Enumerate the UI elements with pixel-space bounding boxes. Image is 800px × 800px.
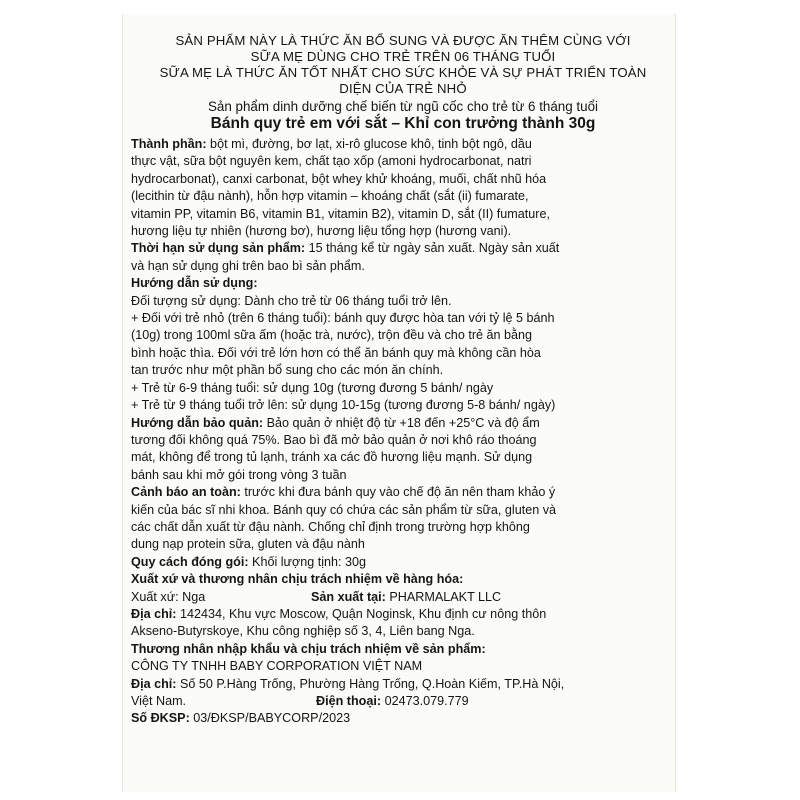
shelf-life-line: và hạn sử dụng ghi trên bao bì sản phẩm. [131,258,365,273]
registration-label: Số ĐKSP: [131,711,190,726]
origin-address-line: Akseno-Butyrskoye, Khu công nghiệp số 3, 4, Liên bang Nga. [131,624,475,639]
usage-line: Đối tượng sử dụng: Dành cho trẻ từ 06 tháng tuổi trở lên. [131,293,452,308]
shelf-life-line: Thời hạn sử dụng sản phẩm: 15 tháng kể từ ngày sản xuất. Ngày sản xuất [131,241,560,256]
usage-line: + Trẻ từ 9 tháng tuổi trở lên: sử dụng 10-15g (tương đương 5-8 bánh/ ngày) [131,398,556,413]
importer-company: CÔNG TY TNHH BABY CORPORATION VIỆT NAM [131,659,423,674]
notice-line: SẢN PHẨM NÀY LÀ THỨC ĂN BỔ SUNG VÀ ĐƯỢC ĂN THÊM CÙNG VỚI [175,33,631,48]
importer-address-line: Việt Nam. Điện thoại: 02473.079.779 [131,693,671,710]
notice-line: SỮA MẸ DÙNG CHO TRẺ TRÊN 06 THÁNG TUỔI [250,49,556,64]
usage-line: bình hoặc thìa. Đối với trẻ lớn hơn có thể ăn bánh quy mà không cần hòa [131,345,541,360]
usage-line: tan trước như một phần bổ sung cho các món ăn chính. [131,363,444,378]
storage-label: Hướng dẫn bảo quản: [131,415,264,430]
ingredients-line: hydrocarbonat), canxi carbonat, bột whey khử khoáng, muối, chất nhũ hóa [131,171,547,186]
usage-line: (10g) trong 100ml sữa ấm (hoặc trà, nước), trộn đều và cho trẻ ăn bằng [131,328,533,343]
warning-label: Cảnh báo an toàn: [131,485,241,500]
importer-address-label: Địa chỉ: [131,676,177,691]
label-body [129,136,671,728]
producer: Sản xuất tại: PHARMALAKT LLC [311,589,502,604]
shelf-life-label: Thời hạn sử dụng sản phẩm: [131,241,306,256]
warning-line: dung nạp protein sữa, gluten và đậu nành [131,537,365,552]
origin-heading: Xuất xứ và thương nhân chịu trách nhiệm về hàng hóa: [131,572,464,587]
warning-line: kiến của bác sĩ nhi khoa. Bánh quy có chứa các sản phẩm từ sữa, gluten và [131,502,557,517]
storage-line: Hướng dẫn bảo quản: Bảo quản ở nhiệt độ từ +18 đến +25°C và độ ẩm [131,415,540,430]
ingredients-line: hương liệu tự nhiên (hương bơ), hương liệu tổng hợp (hương vani). [131,224,512,239]
usage-heading: Hướng dẫn sử dụng: [131,276,258,291]
ingredients-label: Thành phần: [131,137,207,151]
warning-line: các chất dẫn xuất từ đậu nành. Chống chỉ định trong trường hợp không [131,519,530,534]
importer-phone: Điện thoại: 02473.079.779 [316,694,469,708]
packaging-line: Quy cách đóng gói: Khối lượng tịnh: 30g [131,554,367,569]
ingredients-line: vitamin PP, vitamin B6, vitamin B1, vitamin B2), vitamin D, sắt (II) fumature, [131,206,550,221]
origin-address-line: Địa chỉ: 142434, Khu vực Moscow, Quận Noginsk, Khu định cư nông thôn [131,606,547,621]
ingredients-line: (lecithin từ đậu nành), hỗn hợp vitamin – khoáng chất (sắt (ii) fumarate, [131,189,529,204]
storage-line: mát, không để trong tủ lạnh, tránh xa các đồ hương liệu mạnh. Sử dụng [131,450,533,465]
product-title: Bánh quy trẻ em với sắt – Khỉ con trưởng thành 30g [210,115,596,132]
usage-line: + Trẻ từ 6-9 tháng tuổi: sử dụng 10g (tương đương 5 bánh/ ngày [131,380,494,395]
origin-line [131,589,671,606]
importer-heading: Thương nhân nhập khẩu và chịu trách nhiệm về sản phẩm: [131,641,486,656]
packaging-label: Quy cách đóng gói: [131,554,249,569]
storage-line: bánh sau khi mở gói trong vòng 3 tuần [131,467,347,482]
importer-address-line: Địa chỉ: Số 50 P.Hàng Trống, Phường Hàng Trống, Q.Hoàn Kiếm, TP.Hà Nội, [131,676,565,691]
product-label [122,14,676,792]
notice-line: DIỆN CỦA TRẺ NHỎ [339,81,467,96]
ingredients-line: thực vật, sữa bột nguyên kem, chất tạo xốp (amoni hydrocarbonat, natri [131,154,532,169]
origin-country: Xuất xứ: Nga [131,589,206,604]
ingredients-line: Thành phần: bột mì, đường, bơ lạt, xi-rô glucose khô, tinh bột ngô, dầu [131,137,532,151]
origin-address-label: Địa chỉ: [131,606,177,621]
registration-line: Số ĐKSP: 03/ĐKSP/BABYCORP/2023 [131,711,351,726]
usage-line: + Đối với trẻ nhỏ (trên 6 tháng tuổi): bánh quy được hòa tan với tỷ lệ 5 bánh [131,311,555,326]
label-header [129,28,677,133]
warning-line: Cảnh báo an toàn: trước khi đưa bánh quy vào chế độ ăn nên tham khảo ý [131,485,556,500]
storage-line: tương đối không quá 75%. Bao bì đã mở bảo quản ở nơi khô ráo thoáng [131,432,537,447]
notice-line: SỮA MẸ LÀ THỨC ĂN TỐT NHẤT CHO SỨC KHỎE VÀ SỰ PHÁT TRIỂN TOÀN [159,65,647,80]
product-subtitle: Sản phẩm dinh dưỡng chế biến từ ngũ cốc cho trẻ từ 6 tháng tuổi [207,99,599,114]
